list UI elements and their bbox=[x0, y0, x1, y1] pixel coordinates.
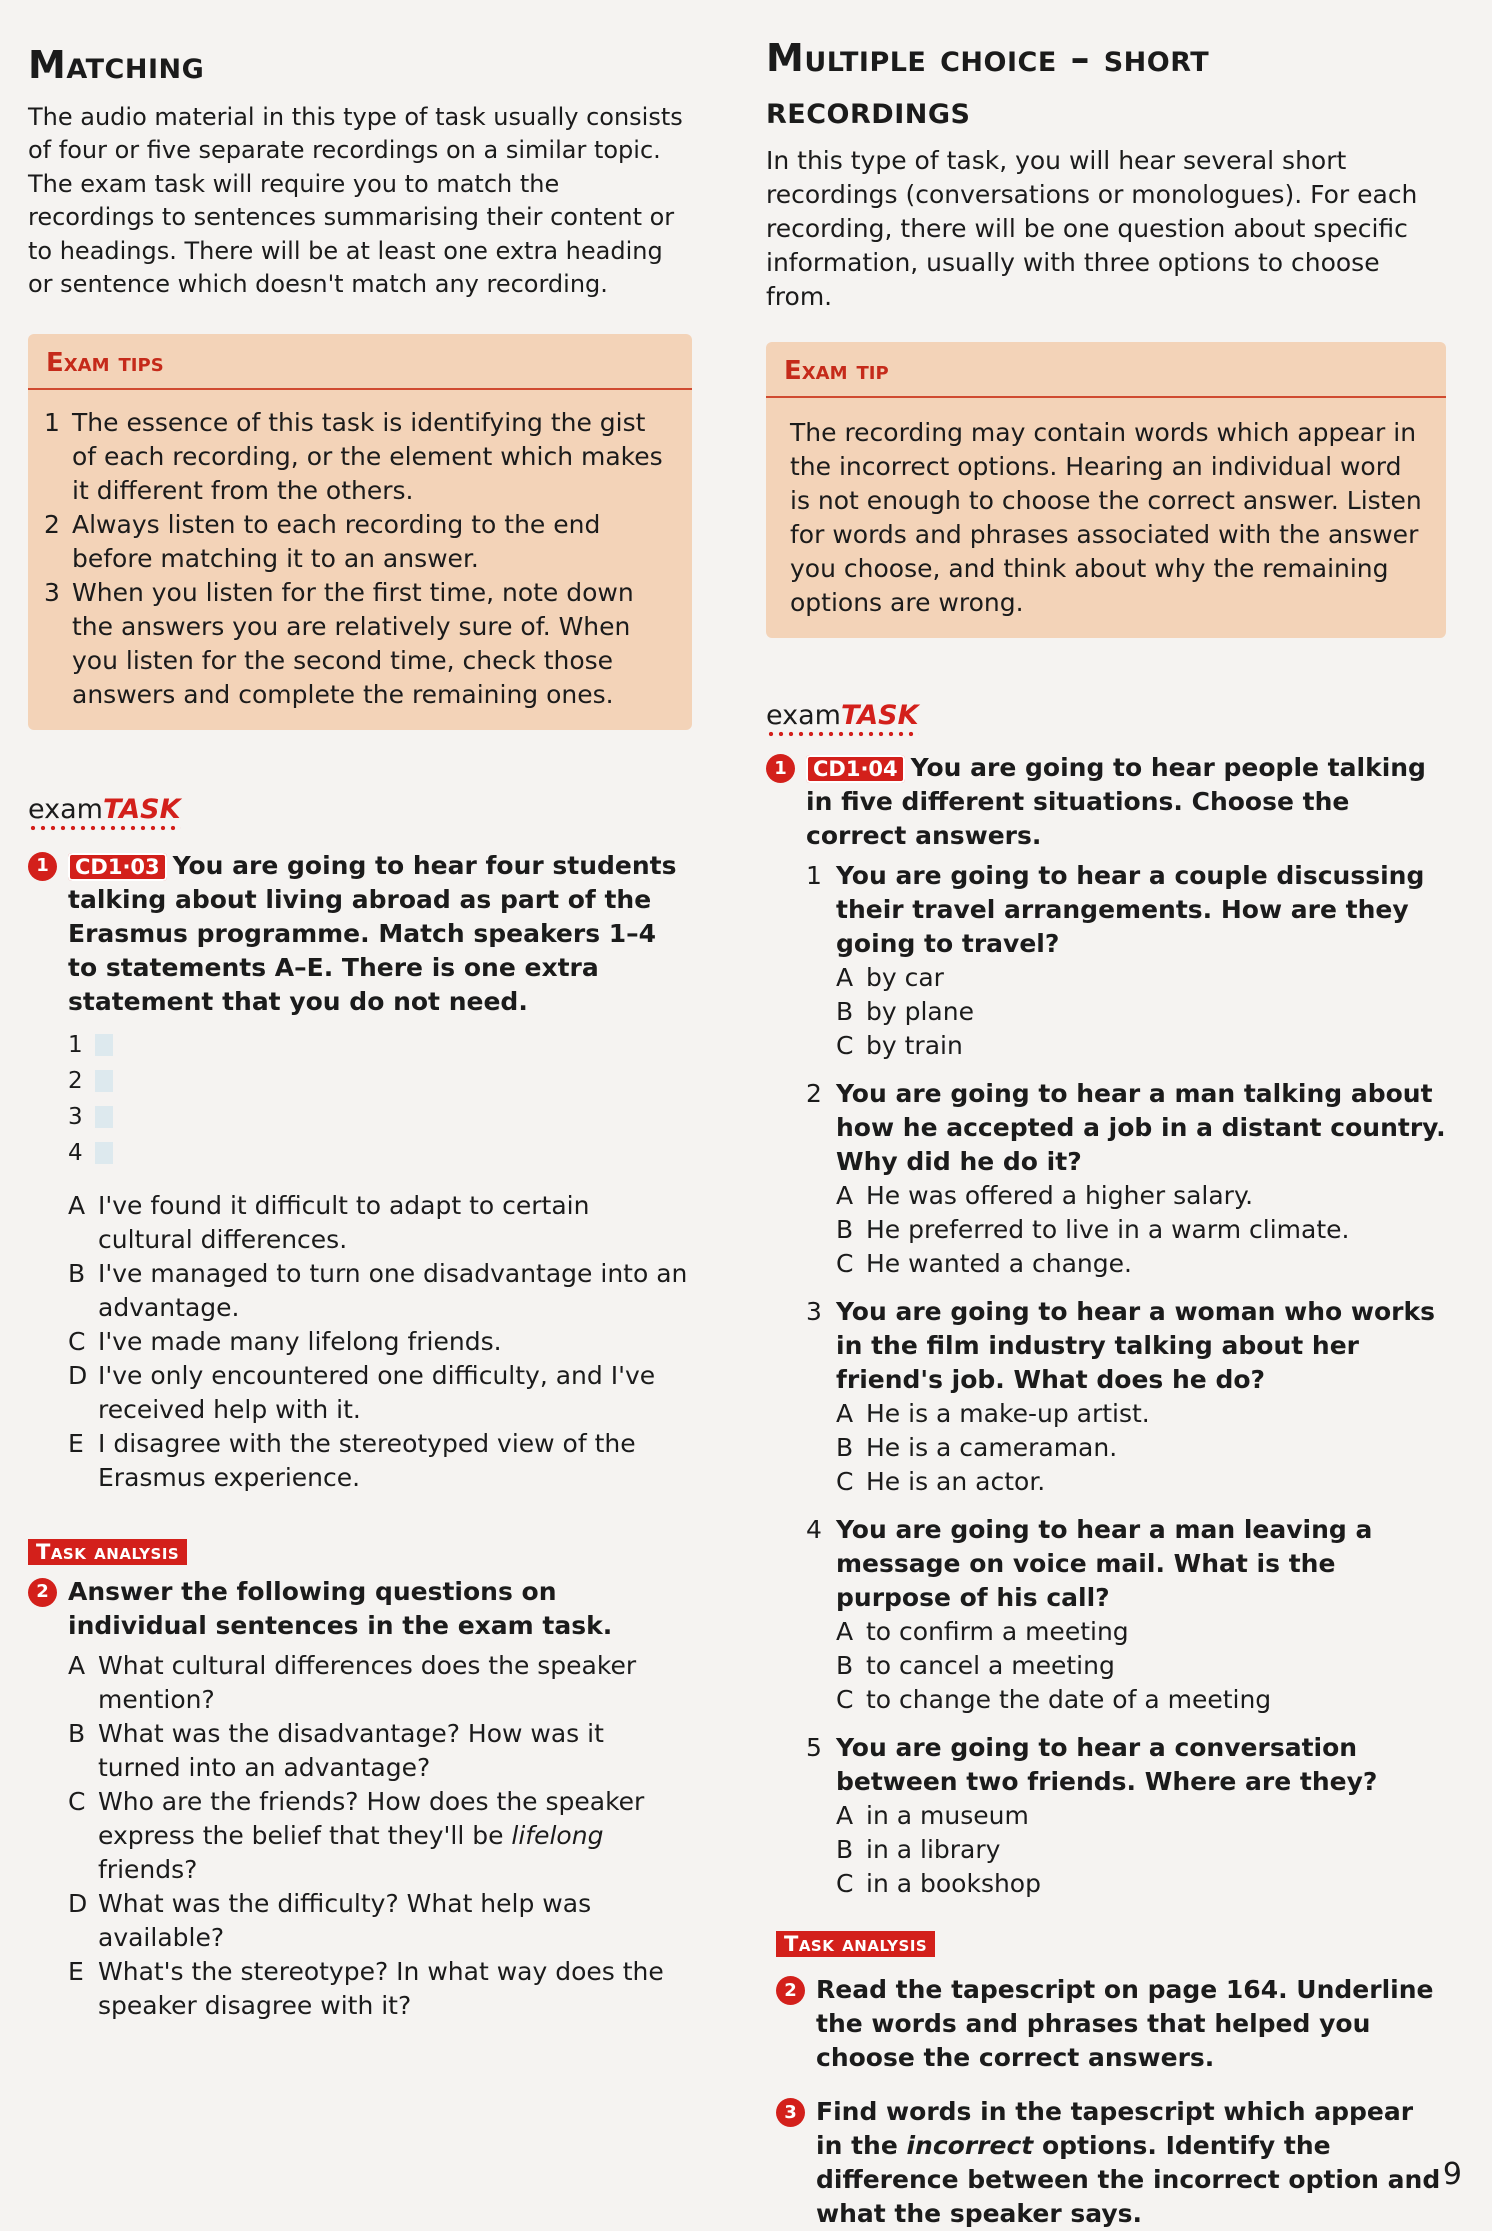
matching-intro: The audio material in this type of task usually consists of four or five separate recordings on a similar topic. The exam task will require you to match the recordings to sentences summarising their content or to headings. There will be at least one extra heading or sentence which doesn't match any recording. bbox=[28, 102, 683, 299]
answer-slot[interactable]: 1 bbox=[68, 1027, 692, 1063]
mc-question: 2 You are going to hear a man talking about how he accepted a job in a distant country. Why did he do it? A He was offered a higher salary. B He preferred to live in a warm climate. C He wanted a change. bbox=[806, 1077, 1446, 1281]
task-2-instruction: 2 Answer the following questions on individual sentences in the exam task. bbox=[28, 1575, 692, 1643]
cd-track-badge: CD1·04 bbox=[806, 755, 905, 783]
mc-option[interactable]: A to confirm a meeting bbox=[836, 1617, 1129, 1646]
mc-question: 3 You are going to hear a woman who works in the film industry talking about her friend's job. What does he do? A He is a make-up artist. B He is a cameraman. C He is an actor. bbox=[806, 1295, 1446, 1499]
mc-option[interactable]: A in a museum bbox=[836, 1801, 1029, 1830]
exam-tip-item: 2 Always listen to each recording to the end before matching it to an answer. bbox=[44, 509, 601, 573]
task-3-instruction: 3 Find words in the tapescript which appear in the incorrect options. Identify the difference between the incorrect option and what the speaker says. bbox=[776, 2095, 1446, 2231]
answer-slot[interactable]: 2 bbox=[68, 1063, 692, 1099]
mc-question: 4 You are going to hear a man leaving a message on voice mail. What is the purpose of his call? A to confirm a meeting B to cancel a meeting C to change the date of a meeting bbox=[806, 1513, 1446, 1717]
statement-item: D I've only encountered one difficulty, and I've received help with it. bbox=[68, 1360, 656, 1424]
exam-tip-header: Exam tip bbox=[766, 342, 1446, 398]
mc-questions bbox=[766, 859, 1446, 1901]
statements-list bbox=[28, 1189, 692, 1495]
task-1-instruction: 1 CD1·03 You are going to hear four students talking about living abroad as part of the Erasmus programme. Match speakers 1–4 to statements A–E. There is one extra statement that you do not need. bbox=[28, 849, 692, 1019]
mc-option[interactable]: C by train bbox=[836, 1031, 963, 1060]
mc-question: 1 You are going to hear a couple discussing their travel arrangements. How are they going to travel? A by car B by plane C by train bbox=[806, 859, 1446, 1063]
answer-slot[interactable]: 4 bbox=[68, 1135, 692, 1171]
section-title-matching: Matching bbox=[28, 43, 205, 87]
exam-tip-text: The recording may contain words which appear in the incorrect options. Hearing an individual word is not enough to choose the correct answer. Listen for words and phrases associated with the answer you choose, and think about why the remaining options are wrong. bbox=[790, 418, 1422, 617]
task-1-instruction: 1 CD1·04 You are going to hear people talking in five different situations. Choose the correct answers. bbox=[766, 751, 1446, 853]
task-2-instruction: 2 Read the tapescript on page 164. Underline the words and phrases that helped you choose the correct answers. bbox=[776, 1973, 1446, 2075]
mc-option[interactable]: C He wanted a change. bbox=[836, 1249, 1132, 1278]
mc-option[interactable]: C He is an actor. bbox=[836, 1467, 1046, 1496]
mc-option[interactable]: B by plane bbox=[836, 997, 974, 1026]
statement-item: E I disagree with the stereotyped view of the Erasmus experience. bbox=[68, 1428, 636, 1492]
answer-slot[interactable]: 3 bbox=[68, 1099, 692, 1135]
analysis-question: C Who are the friends? How does the speaker express the belief that they'll be lifelong friends? bbox=[68, 1786, 645, 1884]
examtask-heading: examTASK bbox=[28, 794, 181, 831]
exam-tips-box bbox=[28, 334, 692, 730]
statement-item: B I've managed to turn one disadvantage into an advantage. bbox=[68, 1258, 688, 1322]
left-column bbox=[28, 0, 692, 2023]
analysis-questions bbox=[28, 1649, 692, 2023]
statement-item: A I've found it difficult to adapt to certain cultural differences. bbox=[68, 1190, 590, 1254]
mc-option[interactable]: B He is a cameraman. bbox=[836, 1433, 1118, 1462]
mc-option[interactable]: A He was offered a higher salary. bbox=[836, 1181, 1254, 1210]
task-number-badge: 3 bbox=[776, 2098, 805, 2127]
analysis-question: A What cultural differences does the speaker mention? bbox=[68, 1650, 637, 1714]
mc-option[interactable]: C in a bookshop bbox=[836, 1869, 1041, 1898]
right-column bbox=[766, 0, 1446, 2231]
section-title-multiple-choice: Multiple choice – short recordings bbox=[766, 36, 1210, 132]
exam-tips-header: Exam tips bbox=[28, 334, 692, 390]
mc-question: 5 You are going to hear a conversation between two friends. Where are they? A in a museum B in a library C in a bookshop bbox=[806, 1731, 1446, 1901]
task-number-badge: 1 bbox=[766, 754, 795, 783]
task-analysis-tag: Task analysis bbox=[776, 1931, 935, 1957]
exam-tip-item: 3 When you listen for the first time, note down the answers you are relatively sure of. When you listen for the second time, check those answers and complete the remaining ones. bbox=[44, 577, 634, 709]
examtask-heading: examTASK bbox=[766, 700, 919, 737]
exam-tip-box bbox=[766, 342, 1446, 638]
answer-slots bbox=[28, 1027, 692, 1171]
page-number: 9 bbox=[1442, 2157, 1462, 2192]
mc-option[interactable]: A by car bbox=[836, 963, 944, 992]
mc-option[interactable]: B in a library bbox=[836, 1835, 1001, 1864]
task-number-badge: 2 bbox=[776, 1976, 805, 2005]
task-number-badge: 1 bbox=[28, 852, 57, 881]
analysis-question: D What was the difficulty? What help was available? bbox=[68, 1888, 592, 1952]
exam-tip-item: 1 The essence of this task is identifying the gist of each recording, or the element which makes it different from the others. bbox=[44, 407, 663, 505]
statement-item: C I've made many lifelong friends. bbox=[68, 1326, 502, 1356]
mc-option[interactable]: B to cancel a meeting bbox=[836, 1651, 1115, 1680]
mc-option[interactable]: A He is a make-up artist. bbox=[836, 1399, 1150, 1428]
task-analysis-tag: Task analysis bbox=[28, 1539, 187, 1565]
cd-track-badge: CD1·03 bbox=[68, 853, 167, 881]
analysis-question: B What was the disadvantage? How was it turned into an advantage? bbox=[68, 1718, 604, 1782]
mc-option[interactable]: C to change the date of a meeting bbox=[836, 1685, 1272, 1714]
multiple-choice-intro: In this type of task, you will hear several short recordings (conversations or monologues). For each recording, there will be one question about specific information, usually with three options to choose from. bbox=[766, 146, 1418, 311]
exam-tips-list bbox=[28, 406, 692, 712]
analysis-question: E What's the stereotype? In what way does the speaker disagree with it? bbox=[68, 1956, 664, 2020]
task-number-badge: 2 bbox=[28, 1578, 57, 1607]
mc-option[interactable]: B He preferred to live in a warm climate. bbox=[836, 1215, 1350, 1244]
